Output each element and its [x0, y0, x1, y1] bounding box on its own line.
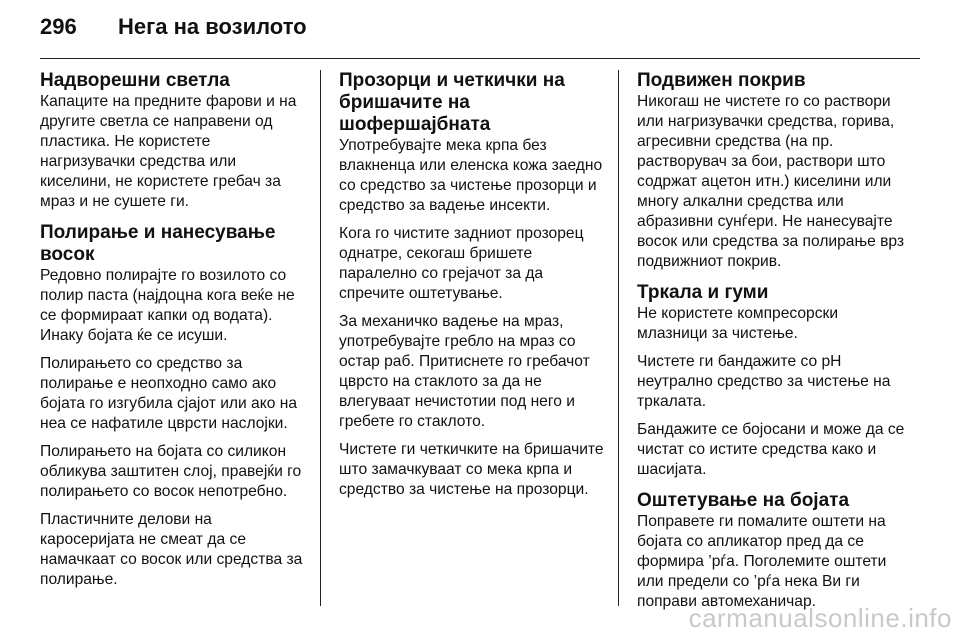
page-header	[40, 14, 307, 40]
paragraph: Капаците на предните фарови и на другите светла се направени од пластика. Не користете нагризувачки средства или киселини, не користете гребач за мраз и не сушете ги.	[40, 93, 297, 210]
paragraph: Полирањето со средство за полирање е неопходно само ако бојата го изгубила сјајот или ако на неа се нафатиле цврсти наслојки.	[40, 355, 297, 432]
paragraph: Чистете ги бандажите со pH неутрално средство за чистење на тркалата.	[637, 353, 891, 410]
paragraph: Никогаш не чистете го со раствори или нагризувачки средства, горива, агресивни средства (на пр. растворувач за бои, раствори што содржат ацетон итн.) киселини или многу алкални средства или абразивни сунѓери. Не нанесувајте восок или средства за полирање врз подвижниот покрив.	[637, 93, 905, 270]
paragraph: Пластичните делови на каросеријата не смеат да се намачкаат со восок или средства за полирање.	[40, 511, 303, 588]
column-divider-1	[320, 70, 321, 606]
section-wheels-tyres	[637, 282, 907, 480]
page-number: 296	[40, 14, 77, 39]
section-windows-wipers	[339, 70, 605, 500]
paragraph: Чистете ги четкичките на бришачите што замачкуваат со мека крпа и средство за чистење на прозорци.	[339, 441, 604, 498]
paragraph: За механичко вадење на мраз, употребувајте гребло на мраз со остар раб. Притиснете го гребачот цврсто на стаклото за да не влегуваат нечистотии под него и гребете го стаклото.	[339, 313, 590, 430]
chapter-title: Нега на возилото	[118, 14, 307, 39]
section-exterior-lights	[40, 70, 306, 212]
section-title: Прозорци и четкички на бришачите на шофершајбната	[339, 70, 565, 135]
column-1	[40, 70, 306, 600]
section-paint-damage	[637, 490, 907, 612]
column-divider-2	[618, 70, 619, 606]
paragraph: Бандажите се бојосани и може да се чистат со истите средства како и шасијата.	[637, 421, 905, 478]
paragraph: Кога го чистите задниот прозорец однатре, секогаш бришете паралелно со грејачот за да спречите оштетување.	[339, 225, 584, 302]
column-2	[339, 70, 605, 510]
paragraph: Не користете компресорски млазници за чистење.	[637, 305, 839, 342]
section-title: Полирање и нанесување восок	[40, 222, 276, 265]
header-rule	[40, 58, 920, 59]
paragraph: Употребувајте мека крпа без влакненца или еленска кожа заедно со средство за чистење прозорци и средство за вадење инсекти.	[339, 137, 603, 214]
watermark: carmanualsonline.info	[688, 603, 952, 633]
section-title: Подвижен покрив	[637, 70, 806, 91]
paragraph: Поправете ги помалите оштети на бојата со апликатор пред да се формира ’рѓа. Поголемите оштети или предели со ’рѓа нека Ви ги поправи автомеханичар.	[637, 513, 887, 610]
column-3	[637, 70, 907, 622]
section-title: Тркала и гуми	[637, 282, 769, 303]
section-polishing-waxing	[40, 222, 306, 590]
paragraph: Редовно полирајте го возилото со полир паста (најдоцна кога веќе не се формираат капки од водата). Инаку бојата ќе се исуши.	[40, 267, 295, 344]
paragraph: Полирањето на бојата со силикон обликува заштитен слој, правејќи го полирањето со восок непотребно.	[40, 443, 302, 500]
section-title: Оштетување на бојата	[637, 490, 850, 511]
section-title: Надворешни светла	[40, 70, 230, 91]
section-sunroof	[637, 70, 907, 272]
